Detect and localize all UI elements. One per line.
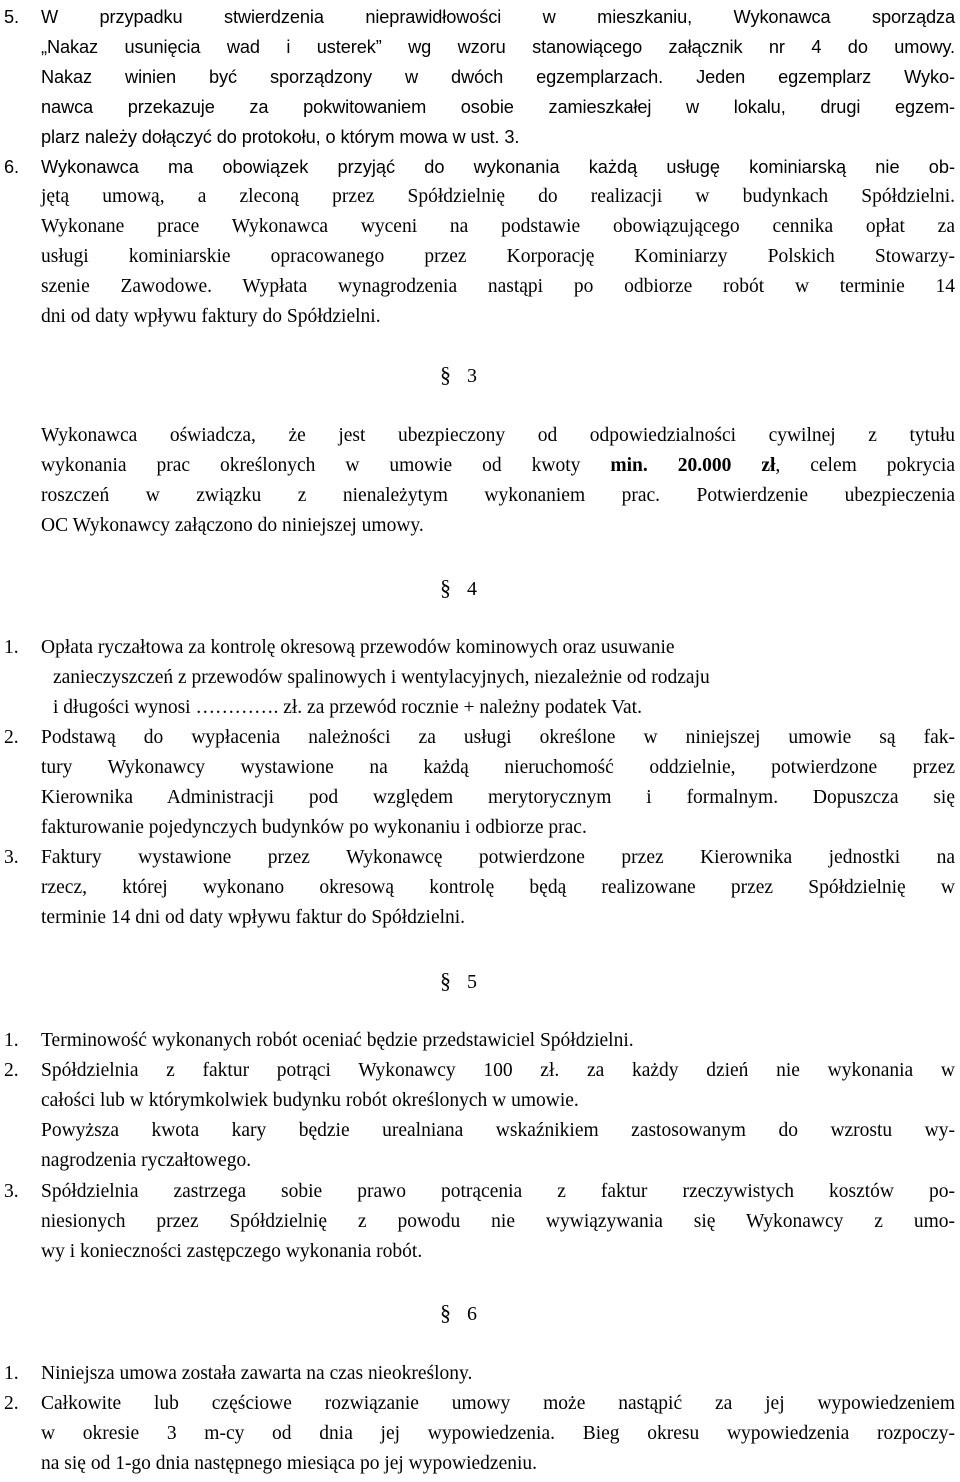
text-line: wykonania prac określonych w umowie od kwoty min. 20.000 zł, celem pokrycia [41,455,955,476]
section-3-paragraph [41,421,955,541]
text-line: Nakaz winien być sporządzony w dwóch egzemplarzach. Jeden egzemplarz Wyko- [41,67,955,87]
item-number: 2. [4,1393,19,1414]
text-line: Powyższa kwota kary będzie urealniana wskaźnikiem zastosowanym do wzrostu wy- [41,1120,955,1141]
item-number: 1. [4,1030,19,1051]
item-number: 2. [4,727,19,748]
item-number: 1. [4,637,19,658]
text-line: Spółdzielnia z faktur potrąci Wykonawcy 100 zł. za każdy dzień nie wykonania w [41,1060,955,1081]
item-text [41,1026,955,1056]
text-line: w okresie 3 m-cy od dnia jej wypowiedzenia. Bieg okresu wypowiedzenia rozpoczy- [41,1423,955,1444]
text-line: Podstawą do wypłacenia należności za usługi określone w niniejszej umowie są fak- [41,727,955,748]
item-text [41,633,955,723]
text-line: na się od 1-go dnia następnego miesiąca po jej wypowiedzeniu. [41,1453,538,1474]
text-line: Opłata ryczałtowa za kontrolę okresową przewodów kominowych oraz usuwanie [41,637,675,658]
section-heading-6 [440,1296,477,1330]
text-line: usługi kominiarskie opracowanego przez Korporację Kominiarzy Polskich Stowarzy- [41,246,955,267]
text-line: jętą umową, a zleconą przez Spółdzielnię do realizacji w budynkach Spółdzielni. [41,186,955,207]
text-line: roszczeń w związku z nienależytym wykonaniem prac. Potwierdzenie ubezpieczenia [41,485,955,506]
text-line: wy i konieczności zastępczego wykonania robót. [41,1241,423,1262]
item-number: 2. [4,1060,19,1081]
text-line: plarz należy dołączyć do protokołu, o którym mowa w ust. 3. [41,127,520,147]
item-number: 3. [4,847,19,868]
item-text [41,152,955,332]
text-line: tury Wykonawcy wystawione na każdą nieruchomość oddzielnie, potwierdzone przez [41,757,955,778]
section-heading-4 [440,571,477,605]
item-number: 1. [4,1363,19,1384]
item-text [41,1359,955,1389]
text-line: niesionych przez Spółdzielnię z powodu nie wywiązywania się Wykonawcy z umo- [41,1211,955,1232]
text-line: nagrodzenia ryczałtowego. [41,1150,252,1171]
section-heading-3 [440,358,477,392]
item-text [41,723,955,843]
text-line: rzecz, której wykonano okresową kontrolę będą realizowane przez Spółdzielnię w [41,877,955,898]
section-number: 6 [467,1303,477,1325]
amount-bold: min. 20.000 zł [610,455,776,476]
section-sign: § [440,575,451,600]
item-text [41,1389,955,1479]
section-sign: § [440,362,451,387]
item-text [41,1056,955,1176]
text-line: Niniejsza umowa została zawarta na czas nieokreślony. [41,1363,473,1384]
text-line: OC Wykonawcy załączono do niniejszej umowy. [41,515,424,536]
section-sign: § [440,968,451,993]
item-number: 3. [4,1181,19,1202]
text-line: szenie Zawodowe. Wypłata wynagrodzenia nastąpi po odbiorze robót w terminie 14 [41,276,955,297]
text-line: Spółdzielnia zastrzega sobie prawo potrącenia z faktur rzeczywistych kosztów po- [41,1181,955,1202]
item-text [41,1177,955,1267]
text-line: nawca przekazuje za pokwitowaniem osobie zamieszkałej w lokalu, drugi egzem- [41,97,955,117]
text-line: Faktury wystawione przez Wykonawcę potwierdzone przez Kierownika jednostki na [41,847,955,868]
text-line: całości lub w którymkolwiek budynku robót określonych w umowie. [41,1090,579,1111]
section-heading-5 [440,964,477,998]
text-line: terminie 14 dni od daty wpływu faktur do Spółdzielni. [41,907,466,928]
section-number: 3 [467,365,477,387]
text-line: Wykonane prace Wykonawca wyceni na podstawie obowiązującego cennika opłat za [41,216,955,237]
item-number: 6. [4,157,19,177]
section-sign: § [440,1300,451,1325]
text-line: i długości wynosi …………. zł. za przewód rocznie + należny podatek Vat. [53,697,642,718]
section-number: 5 [467,971,477,993]
item-text [41,843,955,933]
text-line: Terminowość wykonanych robót oceniać będzie przedstawiciel Spółdzielni. [41,1030,634,1051]
item-number: 5. [4,7,19,27]
text-line: fakturowanie pojedynczych budynków po wykonaniu i odbiorze prac. [41,817,587,838]
text-line: Wykonawca oświadcza, że jest ubezpieczony od odpowiedzialności cywilnej z tytułu [41,425,955,446]
text-line: „Nakaz usunięcia wad i usterek” wg wzoru stanowiącego załącznik nr 4 do umowy. [41,37,955,57]
text-line: Kierownika Administracji pod względem merytorycznym i formalnym. Dopuszcza się [41,787,955,808]
text-line: zanieczyszczeń z przewodów spalinowych i wentylacyjnych, niezależnie od rodzaju [53,667,710,688]
text-line: Całkowite lub częściowe rozwiązanie umowy może nastąpić za jej wypowiedzeniem [41,1393,955,1414]
text-line: dni od daty wpływu faktury do Spółdzielni. [41,306,381,327]
text-line: W przypadku stwierdzenia nieprawidłowości w mieszkaniu, Wykonawca sporządza [41,7,955,27]
text-line: Wykonawca ma obowiązek przyjąć do wykonania każdą usługę kominiarską nie ob- [41,157,955,177]
section-number: 4 [467,578,477,600]
item-text [41,2,955,152]
